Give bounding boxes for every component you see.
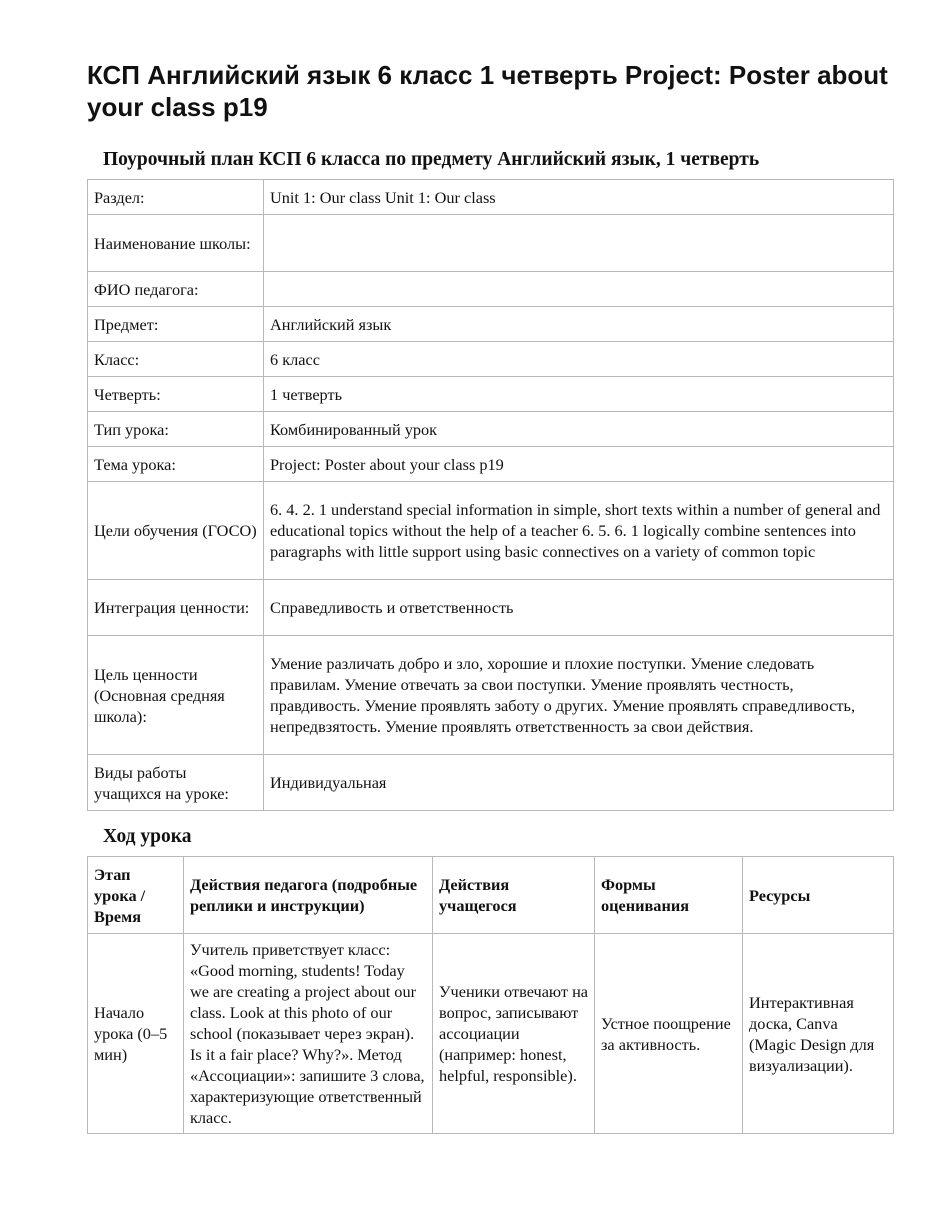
field-value: 1 четверть [264, 377, 894, 412]
table-row [88, 755, 894, 811]
table-row [88, 215, 894, 272]
field-label: Раздел: [88, 180, 264, 215]
field-label: Тип урока: [88, 412, 264, 447]
table-row [88, 580, 894, 636]
table-row [88, 272, 894, 307]
field-value: Английский язык [264, 307, 894, 342]
field-value: 6. 4. 2. 1 understand special information in simple, short texts within a number of general and educational topics without the help of a teacher 6. 5. 6. 1 logically combine sentences into paragraphs with little support using basic connectives on a variety of common topic [264, 482, 894, 580]
field-label: Класс: [88, 342, 264, 377]
table-cell: Устное поощрение за активность. [595, 934, 743, 1134]
table-row [88, 180, 894, 215]
table-row [88, 636, 894, 755]
field-label: Четверть: [88, 377, 264, 412]
table-row [88, 377, 894, 412]
field-value: 6 класс [264, 342, 894, 377]
field-value: Индивидуальная [264, 755, 894, 811]
table-row [88, 342, 894, 377]
field-value: Project: Poster about your class p19 [264, 447, 894, 482]
field-label: Предмет: [88, 307, 264, 342]
column-header: Этап урока / Время [88, 857, 184, 934]
field-value [264, 215, 894, 272]
field-value [264, 272, 894, 307]
table-cell: Начало урока (0–5 мин) [88, 934, 184, 1134]
column-header: Действия учащегося [433, 857, 595, 934]
field-value: Справедливость и ответственность [264, 580, 894, 636]
table-header-row [88, 857, 894, 934]
lesson-flow-title: Ход урока [103, 826, 192, 847]
plan-subtitle: Поурочный план КСП 6 класса по предмету Английский язык, 1 четверть [103, 149, 760, 170]
table-row [88, 412, 894, 447]
field-label: Виды работы учащихся на уроке: [88, 755, 264, 811]
field-label: Интеграция ценности: [88, 580, 264, 636]
table-row [88, 307, 894, 342]
field-value: Комбинированный урок [264, 412, 894, 447]
table-cell: Интерактивная доска, Canva (Magic Design для визуализации). [743, 934, 894, 1134]
column-header: Формы оценивания [595, 857, 743, 934]
lesson-flow-table [87, 856, 894, 1134]
field-label: Цель ценности (Основная средняя школа): [88, 636, 264, 755]
column-header: Действия педагога (подробные реплики и инструкции) [184, 857, 433, 934]
field-label: Цели обучения (ГОСО) [88, 482, 264, 580]
table-row [88, 447, 894, 482]
document-title: КСП Английский язык 6 класс 1 четверть Project: Poster about your class p19 [87, 60, 888, 122]
field-label: Тема урока: [88, 447, 264, 482]
table-cell: Учитель приветствует класс: «Good morning, students! Today we are creating a project about our class. Look at this photo of our school (показывает через экран). Is it a fair place? Why?». Метод «Ассоциации»: запишите 3 слова, характеризующие ответственный класс. [184, 934, 433, 1134]
table-row [88, 482, 894, 580]
field-label: ФИО педагога: [88, 272, 264, 307]
table-cell: Ученики отвечают на вопрос, записывают ассоциации (например: honest, helpful, responsible). [433, 934, 595, 1134]
field-value: Умение различать добро и зло, хорошие и плохие поступки. Умение следовать правилам. Умение отвечать за свои поступки. Умение проявлять честность, правдивость. Умение проявлять заботу о других. Умение проявлять справедливость, непредвзятость. Умение проявлять ответственность за свои действия. [264, 636, 894, 755]
field-label: Наименование школы: [88, 215, 264, 272]
table-row [88, 934, 894, 1134]
field-value: Unit 1: Our class Unit 1: Our class [264, 180, 894, 215]
lesson-info-table [87, 179, 894, 811]
column-header: Ресурсы [743, 857, 894, 934]
